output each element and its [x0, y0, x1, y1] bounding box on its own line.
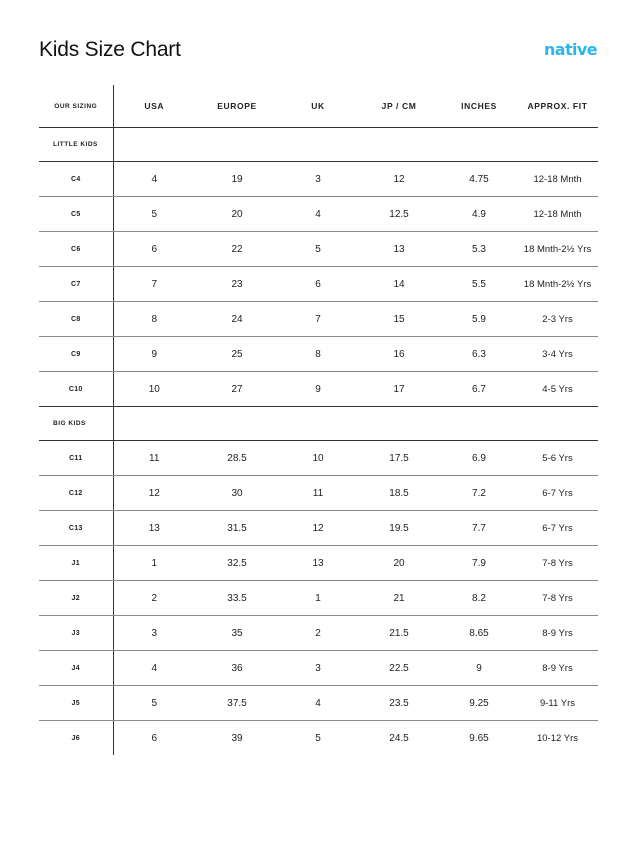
cell-europe: 27	[195, 372, 279, 407]
column-header-uk: UK	[279, 85, 357, 128]
cell-europe: 22	[195, 232, 279, 267]
cell-inches: 5.3	[441, 232, 517, 267]
header-row	[39, 85, 598, 128]
table-row	[39, 581, 598, 616]
cell-usa: 8	[113, 302, 195, 337]
cell-usa: 3	[113, 616, 195, 651]
cell-usa: 7	[113, 267, 195, 302]
cell-uk: 9	[279, 372, 357, 407]
cell-jp-cm: 12	[357, 162, 441, 197]
cell-our-sizing: J4	[39, 651, 113, 686]
cell-approx-fit: 10-12 Yrs	[536, 732, 578, 744]
cell-approx-fit: 18 Mnth-2½ Yrs	[517, 232, 598, 267]
cell-jp-cm: 15	[357, 302, 441, 337]
cell-our-sizing: C11	[39, 441, 113, 476]
cell-uk: 4	[279, 686, 357, 721]
cell-usa: 1	[113, 546, 195, 581]
cell-uk: 6	[279, 267, 357, 302]
cell-approx-fit: 2-3 Yrs	[517, 302, 598, 337]
cell-uk: 5	[279, 232, 357, 267]
cell-uk: 7	[279, 302, 357, 337]
cell-jp-cm: 19.5	[357, 511, 441, 546]
brand-logo: native	[544, 40, 598, 59]
table-row	[39, 651, 598, 686]
cell-inches: 7.7	[441, 511, 517, 546]
cell-uk: 11	[279, 476, 357, 511]
size-chart-table	[39, 85, 598, 755]
cell-europe: 25	[195, 337, 279, 372]
cell-jp-cm: 24.5	[389, 732, 409, 744]
cell-approx-fit: 18 Mnth-2½ Yrs	[517, 267, 598, 302]
cell-approx-fit: 12-18 Mnth	[517, 162, 598, 197]
cell-europe: 19	[195, 162, 279, 197]
cell-europe: 33.5	[195, 581, 279, 616]
table-row	[39, 686, 598, 721]
column-header-our-sizing: OUR SIZING	[39, 85, 113, 128]
cell-inches: 6.7	[441, 372, 517, 407]
cell-approx-fit: 3-4 Yrs	[517, 337, 598, 372]
cell-usa: 2	[113, 581, 195, 616]
cell-our-sizing: C13	[39, 511, 113, 546]
cell-approx-fit: 5-6 Yrs	[517, 441, 598, 476]
cell-inches: 5.5	[441, 267, 517, 302]
cell-our-sizing: C7	[39, 267, 113, 302]
table-row	[39, 721, 598, 756]
cell-usa: 9	[113, 337, 195, 372]
cell-jp-cm: 20	[357, 546, 441, 581]
cell-inches: 7.9	[441, 546, 517, 581]
cell-usa: 6	[113, 232, 195, 267]
cell-our-sizing: J2	[39, 581, 113, 616]
section-label: LITTLE KIDS	[39, 128, 113, 162]
cell-jp-cm: 22.5	[357, 651, 441, 686]
section-filler	[113, 128, 598, 162]
column-header-usa: USA	[113, 85, 195, 128]
cell-europe: 36	[195, 651, 279, 686]
cell-our-sizing: J6	[39, 721, 113, 756]
cell-approx-fit: 8-9 Yrs	[517, 651, 598, 686]
cell-europe: 20	[195, 197, 279, 232]
table-row	[39, 476, 598, 511]
cell-usa: 4	[113, 162, 195, 197]
table-row	[39, 162, 598, 197]
cell-uk: 4	[279, 197, 357, 232]
cell-our-sizing: C5	[39, 197, 113, 232]
table-row	[39, 302, 598, 337]
table-row	[39, 197, 598, 232]
cell-jp-cm: 17	[357, 372, 441, 407]
section-header-row	[39, 407, 598, 441]
cell-inches: 7.2	[441, 476, 517, 511]
cell-inches: 8.2	[441, 581, 517, 616]
cell-inches: 4.9	[441, 197, 517, 232]
column-header-inches: INCHES	[441, 85, 517, 128]
cell-inches: 5.9	[441, 302, 517, 337]
cell-jp-cm: 13	[357, 232, 441, 267]
cell-jp-cm: 21	[357, 581, 441, 616]
cell-usa: 11	[113, 441, 195, 476]
cell-usa: 13	[113, 511, 195, 546]
cell-europe: 28.5	[195, 441, 279, 476]
cell-uk: 3	[279, 162, 357, 197]
cell-uk: 10	[279, 441, 357, 476]
cell-europe: 32.5	[195, 546, 279, 581]
cell-jp-cm: 14	[357, 267, 441, 302]
table-row	[39, 616, 598, 651]
column-header-jp-cm: JP / CM	[357, 85, 441, 128]
cell-usa: 6	[151, 732, 158, 744]
cell-our-sizing: J3	[39, 616, 113, 651]
column-header-europe: EUROPE	[195, 85, 279, 128]
cell-europe: 35	[195, 616, 279, 651]
cell-our-sizing: C10	[39, 372, 113, 407]
cell-uk: 5	[315, 732, 321, 744]
cell-europe: 30	[195, 476, 279, 511]
cell-approx-fit: 7-8 Yrs	[517, 581, 598, 616]
cell-usa: 5	[113, 197, 195, 232]
cell-usa: 10	[113, 372, 195, 407]
cell-our-sizing: J1	[39, 546, 113, 581]
cell-approx-fit: 4-5 Yrs	[517, 372, 598, 407]
cell-europe: 23	[195, 267, 279, 302]
section-header-row	[39, 128, 598, 162]
cell-our-sizing: J5	[39, 686, 113, 721]
cell-jp-cm: 21.5	[357, 616, 441, 651]
cell-jp-cm: 23.5	[357, 686, 441, 721]
cell-jp-cm: 16	[357, 337, 441, 372]
column-header-approx-fit: APPROX. FIT	[517, 85, 598, 128]
table-row	[39, 372, 598, 407]
page-title: Kids Size Chart	[39, 38, 181, 61]
cell-usa: 4	[113, 651, 195, 686]
table-row	[39, 546, 598, 581]
cell-uk: 1	[279, 581, 357, 616]
cell-approx-fit: 7-8 Yrs	[517, 546, 598, 581]
cell-our-sizing: C8	[39, 302, 113, 337]
cell-approx-fit: 6-7 Yrs	[517, 476, 598, 511]
cell-our-sizing: C4	[39, 162, 113, 197]
cell-inches: 9.65	[469, 732, 489, 744]
cell-approx-fit: 8-9 Yrs	[517, 616, 598, 651]
cell-jp-cm: 12.5	[357, 197, 441, 232]
table-row	[39, 441, 598, 476]
table-row	[39, 232, 598, 267]
table-row	[39, 337, 598, 372]
cell-europe: 39	[231, 732, 243, 744]
cell-inches: 9	[441, 651, 517, 686]
cell-uk: 12	[279, 511, 357, 546]
cell-our-sizing: C12	[39, 476, 113, 511]
cell-usa: 12	[113, 476, 195, 511]
cell-europe: 24	[195, 302, 279, 337]
cell-approx-fit: 9-11 Yrs	[517, 686, 598, 721]
cell-approx-fit: 6-7 Yrs	[517, 511, 598, 546]
section-label: BIG KIDS	[39, 407, 113, 441]
cell-europe: 37.5	[195, 686, 279, 721]
table-row	[39, 511, 598, 546]
cell-jp-cm: 17.5	[357, 441, 441, 476]
cell-uk: 2	[279, 616, 357, 651]
cell-inches: 6.3	[441, 337, 517, 372]
cell-uk: 3	[279, 651, 357, 686]
cell-our-sizing: C9	[39, 337, 113, 372]
cell-approx-fit: 12-18 Mnth	[517, 197, 598, 232]
cell-uk: 8	[279, 337, 357, 372]
cell-inches: 4.75	[441, 162, 517, 197]
cell-europe: 31.5	[195, 511, 279, 546]
table-body	[39, 128, 598, 756]
cell-inches: 6.9	[441, 441, 517, 476]
cell-usa: 5	[113, 686, 195, 721]
cell-inches: 9.25	[441, 686, 517, 721]
cell-our-sizing: C6	[39, 232, 113, 267]
table-row	[39, 267, 598, 302]
cell-inches: 8.65	[441, 616, 517, 651]
section-filler	[113, 407, 598, 441]
cell-uk: 13	[279, 546, 357, 581]
cell-jp-cm: 18.5	[357, 476, 441, 511]
